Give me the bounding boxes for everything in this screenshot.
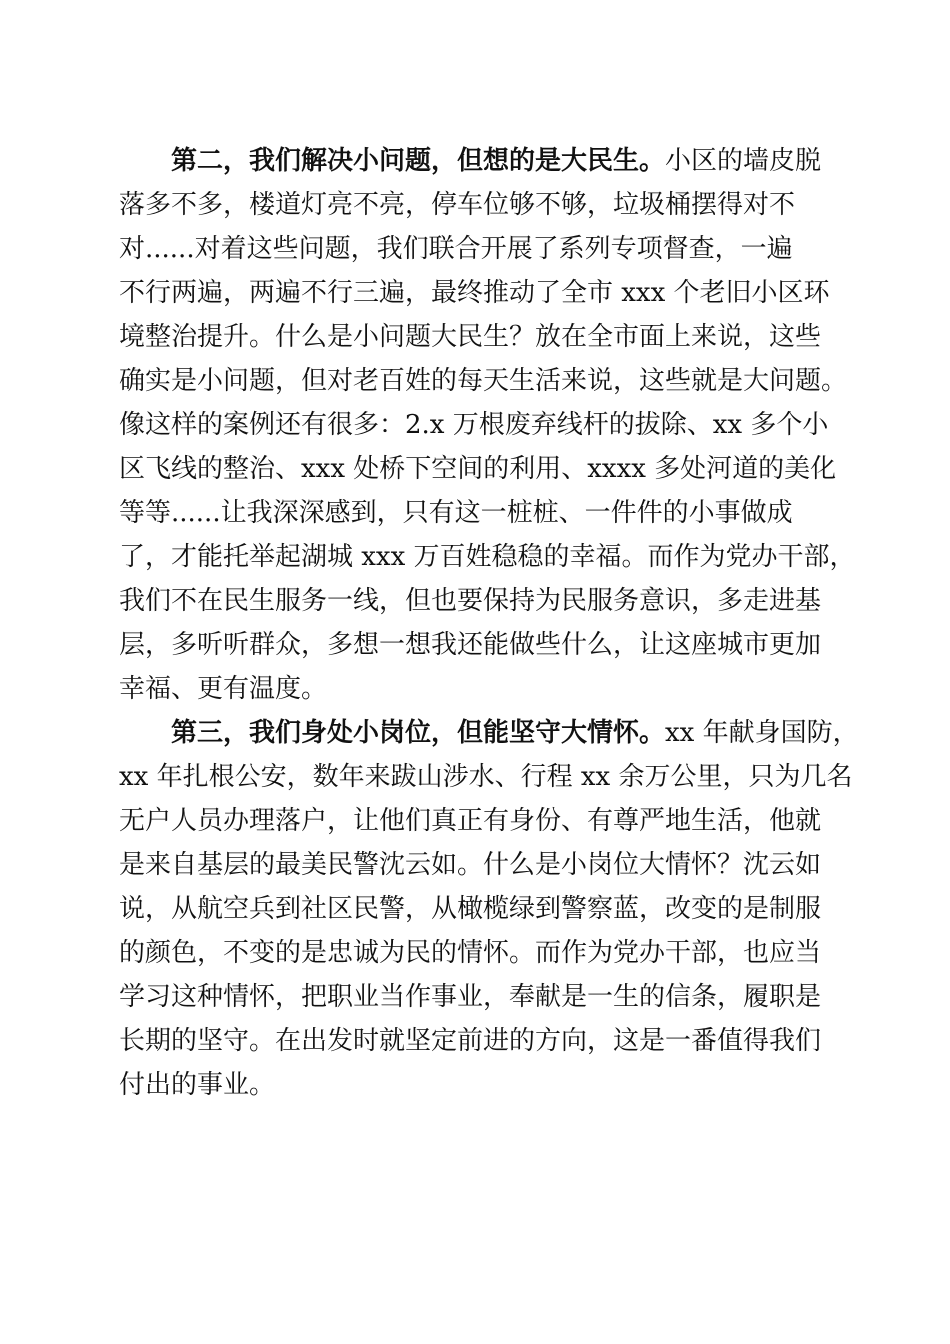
text-line: 幸福、更有温度。 <box>119 674 328 704</box>
text-line: 是来自基层的最美民警沈云如。什么是小岗位大情怀？沈云如 <box>119 850 822 880</box>
paragraph-text: xx 年献身国防， <box>665 718 859 748</box>
text-line: 长期的坚守。在出发时就坚定前进的方向，这是一番值得我们 <box>119 1026 822 1056</box>
document-body <box>119 139 859 1107</box>
text-line: 我们不在民生服务一线，但也要保持为民服务意识，多走进基 <box>119 586 822 616</box>
paragraph-title: 第三，我们身处小岗位，但能坚守大情怀。 <box>171 718 666 748</box>
text-line: 说，从航空兵到社区民警，从橄榄绿到警察蓝，改变的是制服 <box>119 894 822 924</box>
text-line: 不行两遍，两遍不行三遍，最终推动了全市 xxx 个老旧小区环 <box>119 278 830 308</box>
text-line: 像这样的案例还有很多：2.x 万根废弃线杆的拔除、xx 多个小 <box>119 410 829 440</box>
paragraph-2 <box>119 711 859 1107</box>
text-line: 对......对着这些问题，我们联合开展了系列专项督查，一遍 <box>119 234 793 264</box>
text-line: 确实是小问题，但对老百姓的每天生活来说，这些就是大问题。 <box>119 366 848 396</box>
text-line: 付出的事业。 <box>119 1070 276 1100</box>
paragraph-text: 小区的墙皮脱 <box>665 146 822 176</box>
text-line: 了，才能托举起湖城 xxx 万百姓稳稳的幸福。而作为党办干部， <box>119 542 856 572</box>
paragraph-first-line <box>119 711 859 755</box>
text-line: 的颜色，不变的是忠诚为民的情怀。而作为党办干部，也应当 <box>119 938 822 968</box>
text-line: 层，多听听群众，多想一想我还能做些什么，让这座城市更加 <box>119 630 822 660</box>
text-line: 等等......让我深深感到，只有这一桩桩、一件件的小事做成 <box>119 498 793 528</box>
paragraph-1 <box>119 139 856 711</box>
text-line: 境整治提升。什么是小问题大民生？放在全市面上来说，这些 <box>119 322 822 352</box>
text-line: 学习这种情怀，把职业当作事业，奉献是一生的信条，履职是 <box>119 982 822 1012</box>
paragraph-first-line <box>119 139 835 183</box>
text-line: 区飞线的整治、xxx 处桥下空间的利用、xxxx 多处河道的美化 <box>119 454 837 484</box>
text-line: xx 年扎根公安，数年来跋山涉水、行程 xx 余万公里，只为几名 <box>119 762 853 792</box>
text-line: 无户人员办理落户，让他们真正有身份、有尊严地生活，他就 <box>119 806 822 836</box>
text-line: 落多不多，楼道灯亮不亮，停车位够不够，垃圾桶摆得对不 <box>119 190 796 220</box>
paragraph-title: 第二，我们解决小问题，但想的是大民生。 <box>171 146 666 176</box>
